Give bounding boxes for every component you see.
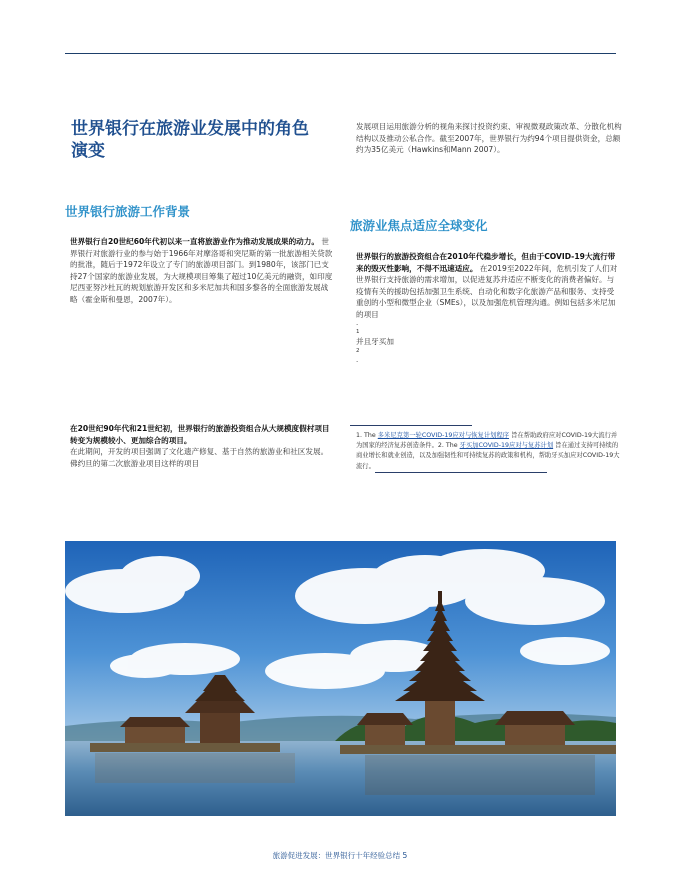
note-marker-1: 1 xyxy=(356,329,360,335)
note-jamaica: 并且牙买加 xyxy=(356,337,394,346)
footnotes xyxy=(356,431,622,472)
left-paragraph-1 xyxy=(70,236,334,306)
footnote-2-suffix: 旨在通过支持可持续的商业增长和就业创造，以及加强韧性和可持续复苏的政策和机构，帮助牙买加应对COVID-19大流行。 xyxy=(356,442,620,470)
left-section-heading: 世界银行旅游工作背景 xyxy=(65,204,191,219)
left-paragraph-1-body: 世界银行对旅游行业的参与始于1966年对摩洛哥和突尼斯的第一批旅游相关贷款的批准，随后于1972年设立了专门的旅游项目部门。到1980年，该部门已支持27个国家的旅游业发展，为大规模项目筹集了超过10亿美元的融资，如印度尼西亚努沙杜瓦的规划旅游开发区和多米尼加共和国多黎各的全面旅游发展战略（霍金斯和曼恩，2007年）。 xyxy=(70,237,333,304)
right-section-heading: 旅游业焦点适应全球变化 xyxy=(350,218,488,233)
temple-lake-illustration xyxy=(65,541,616,816)
bali-temple-photo xyxy=(65,541,616,816)
footnote-1-suffix: 旨在帮助政府应对COVID-19大流行并为国家的经济复苏创造条件。2. The xyxy=(356,432,618,450)
right-notes xyxy=(356,318,476,366)
right-paragraph-1-lead: 世界银行的旅游投资组合在2010年代稳步增长，但由于COVID-19大流行带来的毁灭性影响，不得不迅速适应。 xyxy=(356,252,616,273)
note-line-1: . xyxy=(356,319,359,327)
page-footer: 旅游促进发展：世界银行十年经验总结 5 xyxy=(272,851,408,860)
top-rule xyxy=(65,53,616,54)
footnote-rule xyxy=(350,425,472,426)
page-title: 世界银行在旅游业发展中的角色演变 xyxy=(71,119,309,161)
note-line-5: . xyxy=(356,356,359,364)
footnote-bottom-rule xyxy=(375,472,547,473)
intro-right-paragraph: 发展项目运用旅游分析的视角来探讨投资约束、审视微观政策改革、分散化机构结构以及推动公私合作。截至2007年，世界银行为约94个项目提供资金，总额约为35亿美元（Hawkins和Mann 2007）。 xyxy=(356,122,622,155)
left-paragraph-2-body: 在此期间，开发的项目强调了文化遗产修复、基于自然的旅游业和社区发展。佛约旦的第二次旅游业项目这样的项目 xyxy=(70,447,329,468)
footnote-2-link[interactable]: 牙买加COVID-19应对与复苏计划 xyxy=(459,442,554,450)
footnote-1-prefix: 1. The xyxy=(356,432,376,439)
left-paragraph-2-lead: 在20世纪90年代和21世纪初，世界银行的旅游投资组合从大规模度假村项目转变为规模较小、更加综合的项目。 xyxy=(70,424,330,445)
left-paragraph-1-lead: 世界银行自20世纪60年代初以来一直将旅游业作为推动发展成果的动力。 xyxy=(70,237,319,246)
note-marker-2: 2 xyxy=(356,348,360,354)
right-paragraph-1 xyxy=(356,251,620,321)
footnote-1-link[interactable]: 多米尼克第一轮COVID-19应对与恢复计划程序 xyxy=(377,432,510,439)
left-paragraph-2 xyxy=(70,423,334,469)
right-paragraph-1-body: 在2019至2022年间，危机引发了人们对世界银行支持旅游的需求增加，以促进复苏并适应不断变化的消费者偏好。与疫情有关的援助包括加强卫生系统、自动化和数字化旅游产品和服务、支持受重创的小型和微型企业（SMEs），以及加强危机管理沟通。例如包括多米尼加的项目 xyxy=(356,263,618,319)
